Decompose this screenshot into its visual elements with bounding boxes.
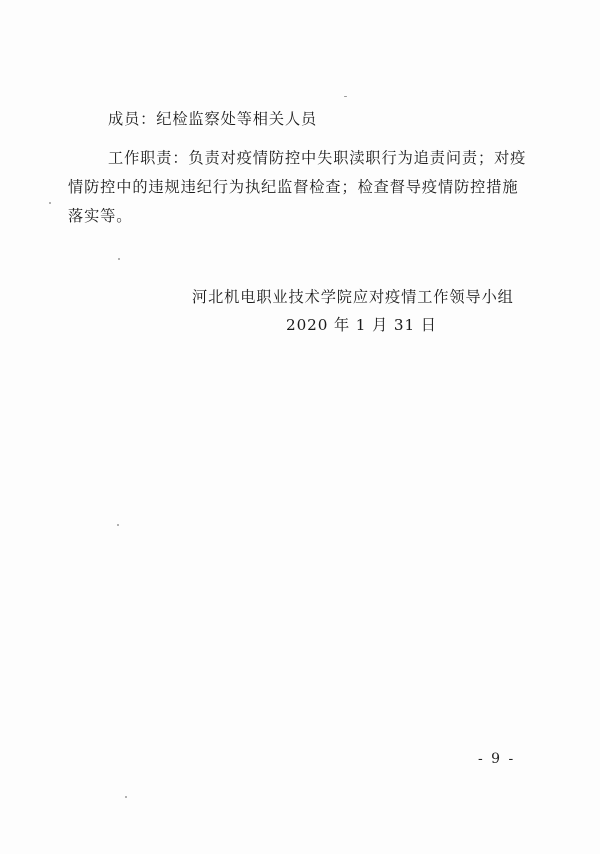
duties-line-2: 情防控中的违规违纪行为执纪监督检查；检查督导疫情防控措施 [68, 178, 519, 196]
scan-speck [117, 524, 119, 526]
scan-speck [125, 796, 127, 798]
duties-line-1: 工作职责：负责对疫情防控中失职渎职行为追责问责；对疫 [108, 149, 527, 167]
page-number: - 9 - [478, 751, 516, 767]
members-line: 成员：纪检监察处等相关人员 [108, 110, 318, 128]
scan-speck [118, 258, 120, 260]
scan-speck [344, 96, 347, 97]
duties-line-3: 落实等。 [68, 207, 133, 225]
signature-organization: 河北机电职业技术学院应对疫情工作领导小组 [192, 288, 514, 306]
signature-date: 2020 年 1 月 31 日 [286, 316, 437, 334]
scan-speck [49, 202, 51, 204]
